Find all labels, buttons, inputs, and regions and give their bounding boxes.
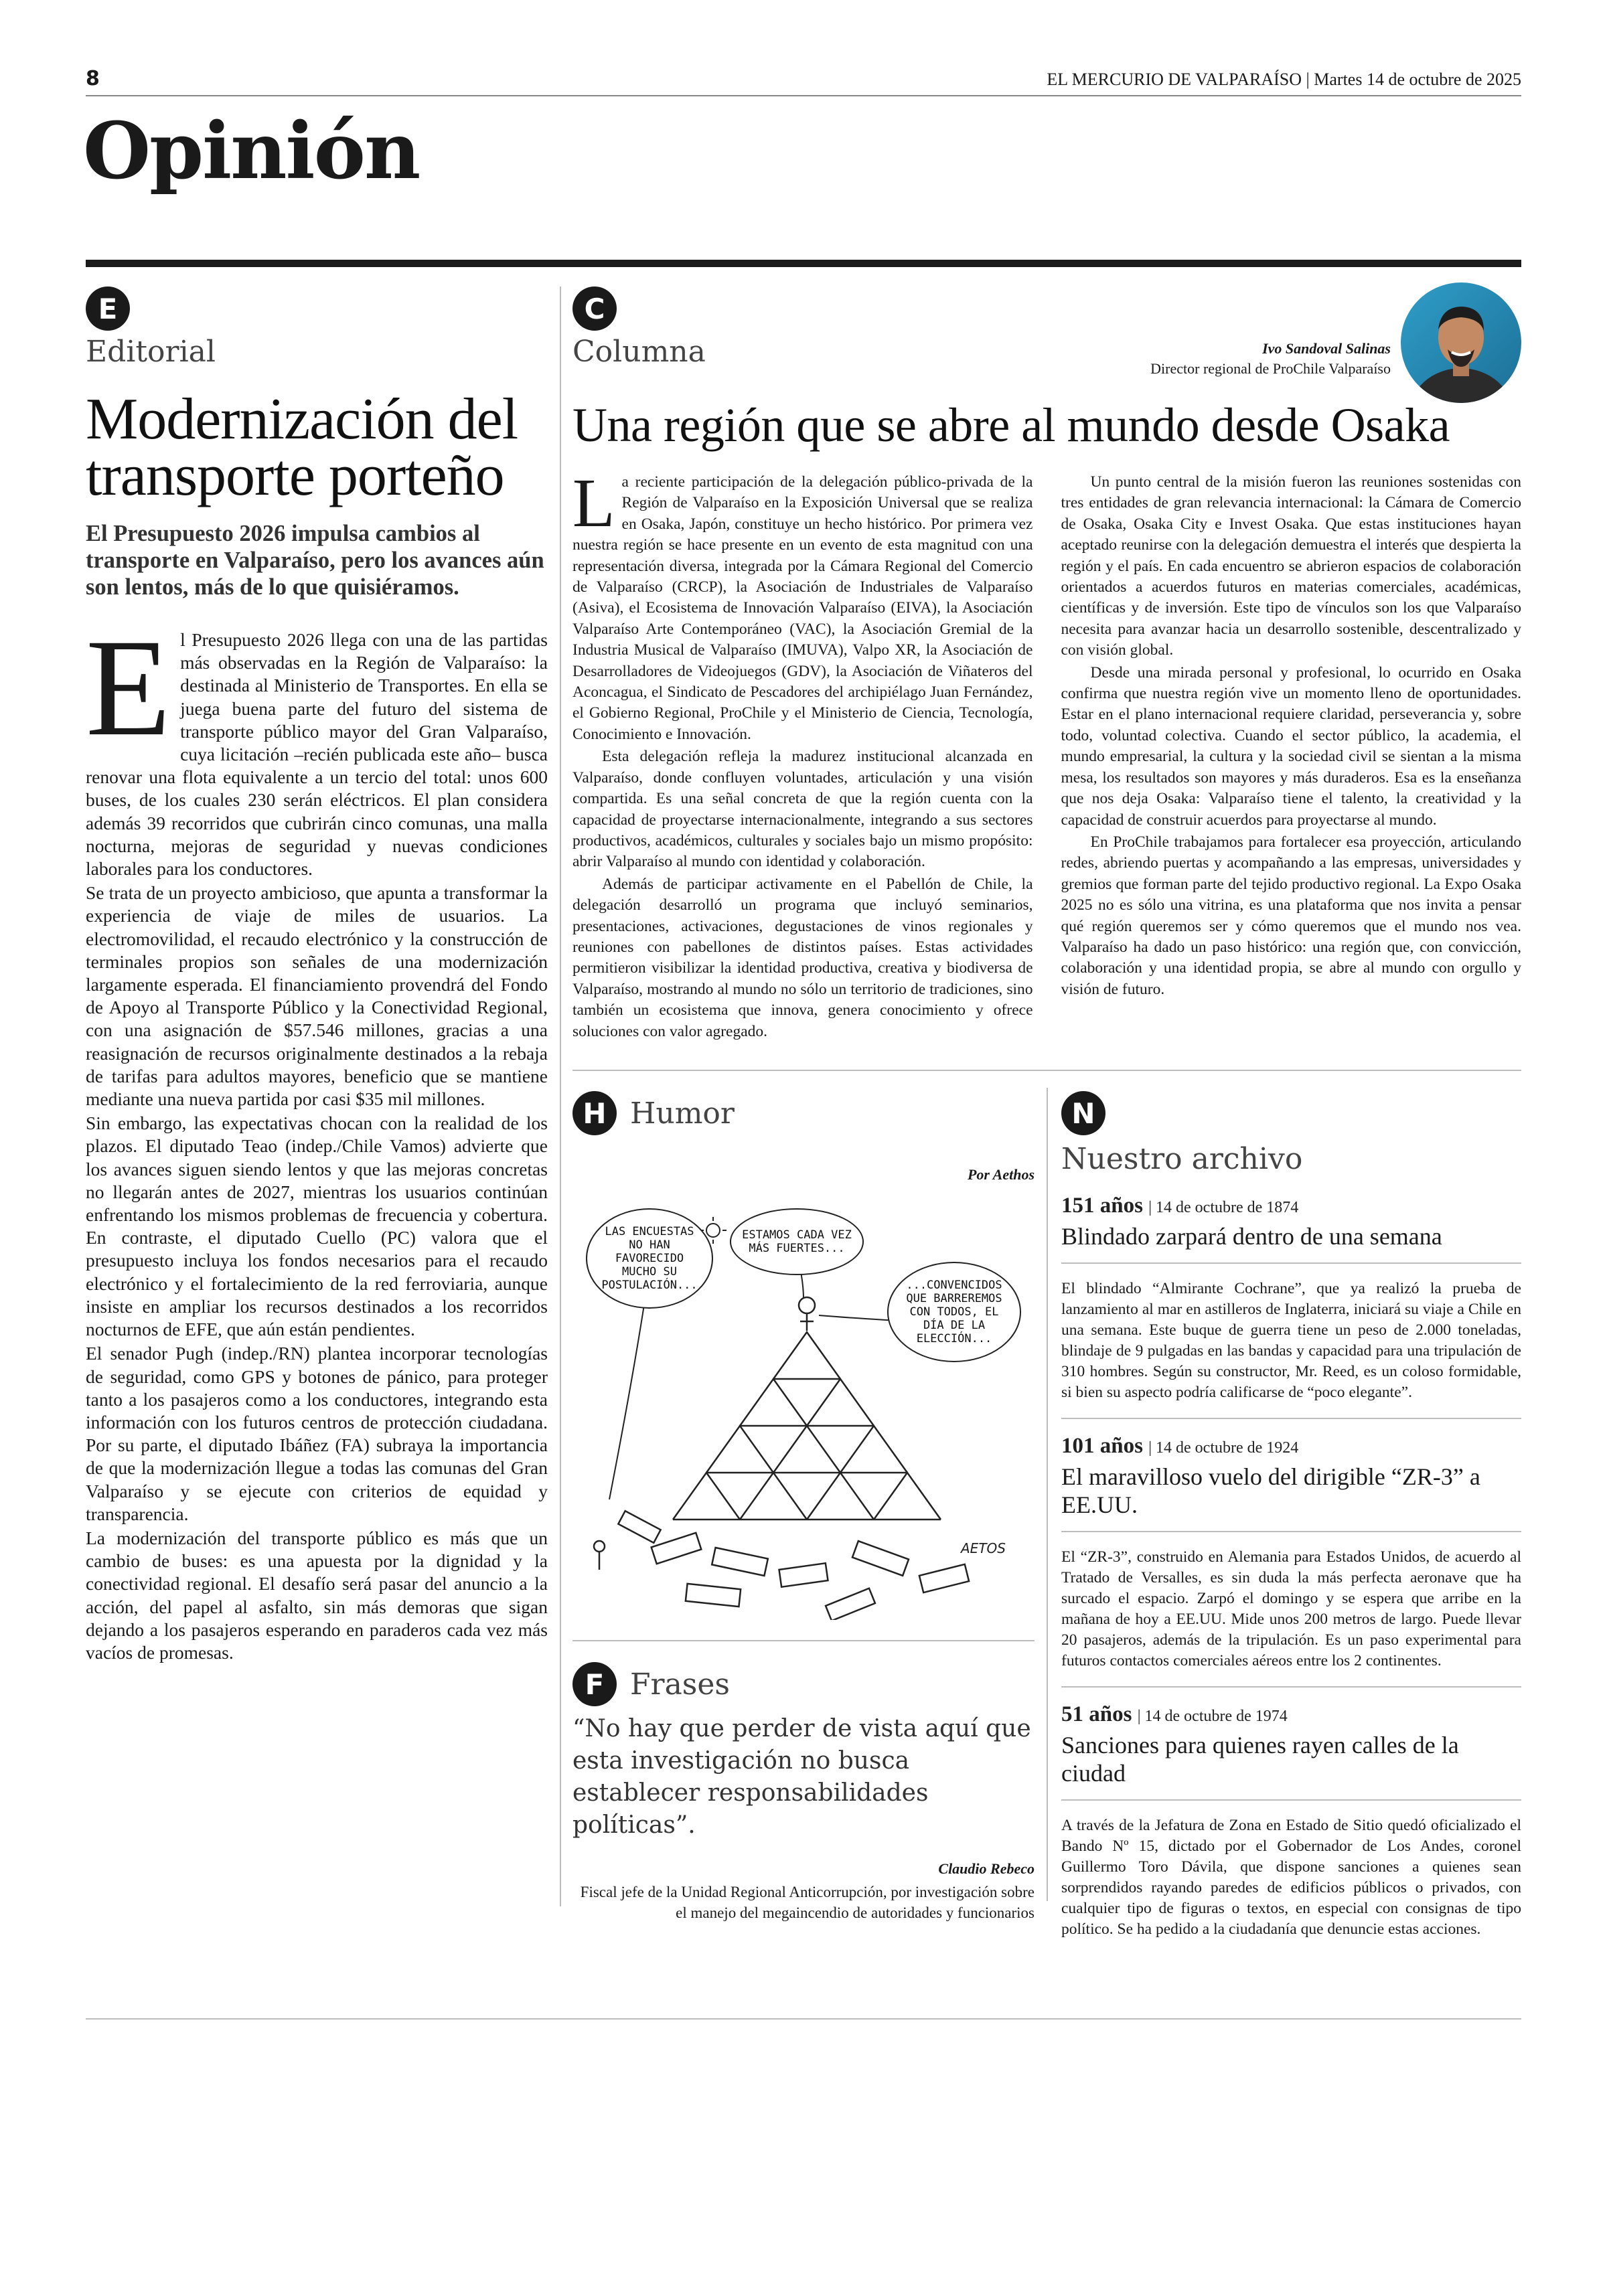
page-bottom-rule <box>86 2018 1521 2020</box>
humor-credit: Por Aethos <box>967 1166 1035 1183</box>
column-paragraph: Un punto central de la misión fueron las reuniones sostenidas con tres entidades de gran relevancia internacional: la Cámara de Comercio de Osaka, Osaka City e Invest Osaka. Que estas instituciones hayan aceptado reunirse con la delegación demuestra el interés que despierta la región y el país. En cada encuentro se abrieron espacios de colaboración orientados a acuerdos futuros en materias comerciales, académicas, científicas y de inversión. Este tipo de vínculos son los que Valparaíso necesita para avanzar hacia un desarrollo sostenible, descentralizado y con visión global. <box>1061 473 1521 659</box>
column-body <box>572 465 1521 1048</box>
editorial-body <box>86 610 548 1664</box>
author-photo <box>1401 282 1521 403</box>
cartoon-signature: AETOS <box>961 1540 1006 1556</box>
archive-item-header: 151 años | 14 de octubre de 1874 <box>1061 1194 1299 1218</box>
column-paragraph: La reciente participación de la delegación público-privada de la Región de Valparaíso en la Exposición Universal que se realiza en Osaka, Japón, constituye un hecho histórico. Por primera vez nuestra región se hace presente en un evento de esta magnitud con una representación diversa, integrada por la Cámara Regional del Comercio de Valparaíso (CRCP), la Asociación de Industriales de Valparaíso (Asiva), el Ecosistema de Innovación Valparaíso (EIVA), la Asociación Valparaíso Arte Contemporáneo (VAC), la Asociación Gremial de la Industria Musical de Valparaíso (IMUVA), Valpo XR, la Asociación de Desarrolladores de Videojuegos (GDV), la Asociación de Viñateros del Aconcagua, el Sindicato de Pescadores del archipiélago Juan Fernández, el Gobierno Regional, ProChile y el Ministerio de Ciencia, Tecnología, Conocimiento e Innovación. <box>572 465 1033 743</box>
editorial-label: Editorial <box>86 335 216 369</box>
editorial-paragraph: Se trata de un proyecto ambicioso, que apunta a transformar la experiencia de viaje de miles de usuarios. La electromovilidad, el recaudo electrónico y la construcción de terminales propios son señales de una modernización largamente esperada. El financiamiento provendrá del Fondo de Apoyo al Transporte Público y la Conectividad Regional, con una asignación de $57.546 millones, gracias a una reasignación de recursos originalmente destinados a la rebaja de tarifas para adultos mayores, beneficio que se mantiene mediante una nueva partida por casi $35 mil millones. <box>86 882 548 1110</box>
archive-item-separator <box>1061 1262 1521 1264</box>
column-label: Columna <box>572 335 706 369</box>
humor-archive-divider <box>1047 1088 1048 1901</box>
archive-badge: N <box>1061 1091 1105 1135</box>
column-dropcap: L <box>572 465 615 542</box>
author-role: Director regional de ProChile Valparaíso <box>1150 360 1391 377</box>
archive-item-body: El blindado “Almirante Cochrane”, que ya realizó la prueba de lanzamiento al mar en astilleros de Inglaterra, iniciará su viaje a Chile en una semana. Este buque de guerra tiene un peso de 2.000 toneladas, blindaje de 9 pulgadas en las bandas y capacidad para una tripulación de 310 hombres. Según su constructor, Mr. Reed, es un coloso formidable, si bien su aspecto podría calificarse de “poco elegante”. <box>1061 1280 1521 1401</box>
humor-badge: H <box>572 1091 617 1135</box>
frases-author: Claudio Rebeco <box>938 1860 1035 1877</box>
issue-date: Martes 14 de octubre de 2025 <box>1314 70 1521 89</box>
editorial-badge: E <box>86 286 130 331</box>
archive-item-header: 101 años | 14 de octubre de 1924 <box>1061 1434 1299 1458</box>
humor-bottom-rule <box>572 1640 1035 1641</box>
editorial-paragraph: El Presupuesto 2026 llega con una de las partidas más observadas en la Región de Valparaíso: la destinada al Ministerio de Transportes. En ella se juega buena parte del futuro del sistema de transporte público mayor del Gran Valparaíso, cuya licitación –recién publicada este año– busca renovar una flota equivalente a un tercio del total: unos 600 buses, de los cuales 230 serán eléctricos. El plan considera además 39 recorridos que cubrirán cinco comunas, una malla nocturna, mejoras de seguridad y nuevas condiciones laborales para los conductores. <box>86 610 548 880</box>
column-paragraph: En ProChile trabajamos para fortalecer esa proyección, articulando redes, abriendo puertas y acompañando a las empresas, universidades y gremios que forman parte del tejido productivo regional. La Expo Osaka 2025 no es sólo una vitrina, es una plataforma que nos invita a pensar qué región queremos ser y cómo queremos que el mundo nos vea. Valparaíso ha dado un paso histórico: una región que, con convicción, colaboración y una identidad propia, se abre al mundo con orgullo y visión de futuro. <box>1061 833 1521 998</box>
header-rule <box>86 95 1521 96</box>
archive-divider <box>1061 1418 1521 1419</box>
editorial-dropcap: E <box>86 610 171 764</box>
archive-item-body: A través de la Jefatura de Zona en Estado de Sitio quedó oficializado el Bando Nº 15, dictado por el Gobernador de Los Andes, coronel Guillermo Toro Dávila, que dispone sanciones a quienes sean sorprendidos rayando paredes de edificios públicos o privados, con cualquier tipo de figuras o textos, en especial con consignas de tipo político. Se ha pedido a la ciudadanía que denuncie estas acciones. <box>1061 1817 1521 1938</box>
archive-item-title: El maravilloso vuelo del dirigible “ZR-3” a EE.UU. <box>1061 1463 1480 1518</box>
section-thick-rule <box>86 260 1521 267</box>
editorial-column <box>86 286 548 1664</box>
archive-item <box>1061 1194 1521 1403</box>
editorial-deck: El Presupuesto 2026 impulsa cambios al transporte en Valparaíso, pero los avances aún son lentos, más de lo que quisiéramos. <box>86 521 544 600</box>
humor-label: Humor <box>630 1096 735 1131</box>
column-title: Una región que se abre al mundo desde Osaka <box>572 398 1450 452</box>
archive-item <box>1061 1702 1521 1940</box>
archive-item-header: 51 años | 14 de octubre de 1974 <box>1061 1702 1288 1726</box>
archive-section <box>1061 1091 1521 1940</box>
archive-divider <box>1061 1686 1521 1688</box>
cartoon <box>572 1205 1035 1620</box>
humor-section <box>572 1091 1035 1556</box>
author-portrait-icon <box>1401 282 1521 403</box>
masthead: EL MERCURIO DE VALPARAÍSO <box>1047 70 1302 89</box>
editorial-paragraph: El senador Pugh (indep./RN) plantea incorporar tecnologías de seguridad, como GPS y botones de pánico, para proteger tanto a los pasajeros como a los conductores, integrando esta información con los futuros centros de protección ciudadana. Por su parte, el diputado Ibáñez (FA) subraya la importancia de que la modernización llegue a todas las comunas del Gran Valparaíso y se ejecute con criterios de equidad y transparencia. <box>86 1343 548 1524</box>
frases-badge: F <box>572 1662 617 1706</box>
editorial-paragraph: Sin embargo, las expectativas chocan con la realidad de los plazos. El diputado Teao (indep./Chile Vamos) advierte que los avances siguen siendo lentos y que las mejoras concretas no llegarán antes de 2027, mientras los usuarios continúan enfrentando los mismos problemas de frecuencia y cobertura. En contraste, el diputado Cuello (PC) valora que el presupuesto incluya los fondos necesarios para el recaudo electrónico y el fortalecimiento de la red ferroviaria, aunque insiste en ampliar los recursos destinados a los recorridos nocturnos de EFE, que aún están pendientes. <box>86 1113 548 1340</box>
masthead-line: EL MERCURIO DE VALPARAÍSO | Martes 14 de octubre de 2025 <box>1047 70 1521 89</box>
author-block <box>1150 340 1391 378</box>
archive-label: Nuestro archivo <box>1061 1142 1303 1176</box>
column-paragraph: Además de participar activamente en el Pabellón de Chile, la delegación desarrolló un programa que incluyó seminarios, presentaciones, activaciones, degustaciones de vinos regionales y reuniones con pabellones de distintos países. Estas actividades permitieron visibilizar la identidad productiva, creativa y biodiversa de Valparaíso, mostrando al mundo no sólo un territorio de tradiciones, sino también un ecosistema que innova, genera conocimiento y ofrece soluciones con valor agregado. <box>572 875 1033 1040</box>
bubble-left: LAS ENCUESTAS NO HAN FAVORECIDO MUCHO SU POSTULACIÓN... <box>586 1208 713 1309</box>
editorial-title: Modernización del transporte porteño <box>86 387 518 508</box>
column-badge: C <box>572 286 617 331</box>
column-paragraph: Esta delegación refleja la madurez institucional alcanzada en Valparaíso, donde confluyen voluntades, articulación y una visión compartida. Es una señal concreta de que la región cuenta con la capacidad de proyectarse internacionalmente, integrando a sus sectores productivos, académicos, culturales y sociales bajo un mismo propósito: abrir Valparaíso al mundo con identidad y colaboración. <box>572 748 1033 871</box>
page-number: 8 <box>86 67 100 90</box>
archive-item-separator <box>1061 1531 1521 1532</box>
column-section <box>572 286 1521 1048</box>
bubble-right: ...CONVENCIDOS QUE BARREREMOS CON TODOS, EL DÍA DE LA ELECCIÓN... <box>887 1262 1021 1362</box>
frases-quote: “No hay que perder de vista aquí que esta investigación no busca establecer responsabilidades políticas”. <box>572 1715 1031 1839</box>
column-paragraph: Desde una mirada personal y profesional, lo ocurrido en Osaka confirma que nuestra región vive un momento lleno de oportunidades. Estar en el plano internacional requiere claridad, perseverancia y, sobre todo, voluntad colectiva. Cuando el sector público, la academia, el mundo empresarial, la cultura y la sociedad civil se sientan a la misma mesa, los resultados son mayores y más duraderos. Esa es la enseñanza que nos deja Osaka: Valparaíso tiene el talento, la creatividad y la capacidad de construir acuerdos para proyectarse al mundo. <box>1061 663 1521 829</box>
frases-section <box>572 1662 1035 1923</box>
author-name: Ivo Sandoval Salinas <box>1262 340 1391 357</box>
section-title: Opinión <box>83 106 420 197</box>
editorial-paragraph: La modernización del transporte público es más que un cambio de buses: es una apuesta por la dignidad y la conectividad regional. El desafío será pasar del anuncio a la acción, del papel al asfalto, sin más demoras que sigan dejando a los pasajeros esperando en paraderos cada vez más vacíos de promesas. <box>86 1527 548 1663</box>
archive-item <box>1061 1434 1521 1671</box>
archive-item-title: Blindado zarpará dentro de una semana <box>1061 1223 1442 1250</box>
frases-author-desc: Fiscal jefe de la Unidad Regional Anticorrupción, por investigación sobre el manejo del megaincendio de autoridades y funcionarios <box>580 1884 1035 1921</box>
column-divider <box>560 286 561 1906</box>
archive-item-separator <box>1061 1799 1521 1801</box>
frases-label: Frases <box>630 1667 730 1702</box>
archive-item-title: Sanciones para quienes rayen calles de la ciudad <box>1061 1732 1459 1787</box>
bubble-top: ESTAMOS CADA VEZ MÁS FUERTES... <box>730 1208 864 1275</box>
archive-item-body: El “ZR-3”, construido en Alemania para Estados Unidos, de acuerdo al Tratado de Versalles, es sin duda la más perfecta aeronave que ha surcado el espacio. Zarpó el domingo y se espera que arribe en la mañana de hoy a EE.UU. Mide unos 200 metros de largo. Puede llevar 20 pasajeros, además de la tripulación. Es un paso experimental para futuros contactos comerciales aéreos entre los 2 continentes. <box>1061 1548 1521 1669</box>
column-bottom-rule <box>572 1070 1521 1071</box>
